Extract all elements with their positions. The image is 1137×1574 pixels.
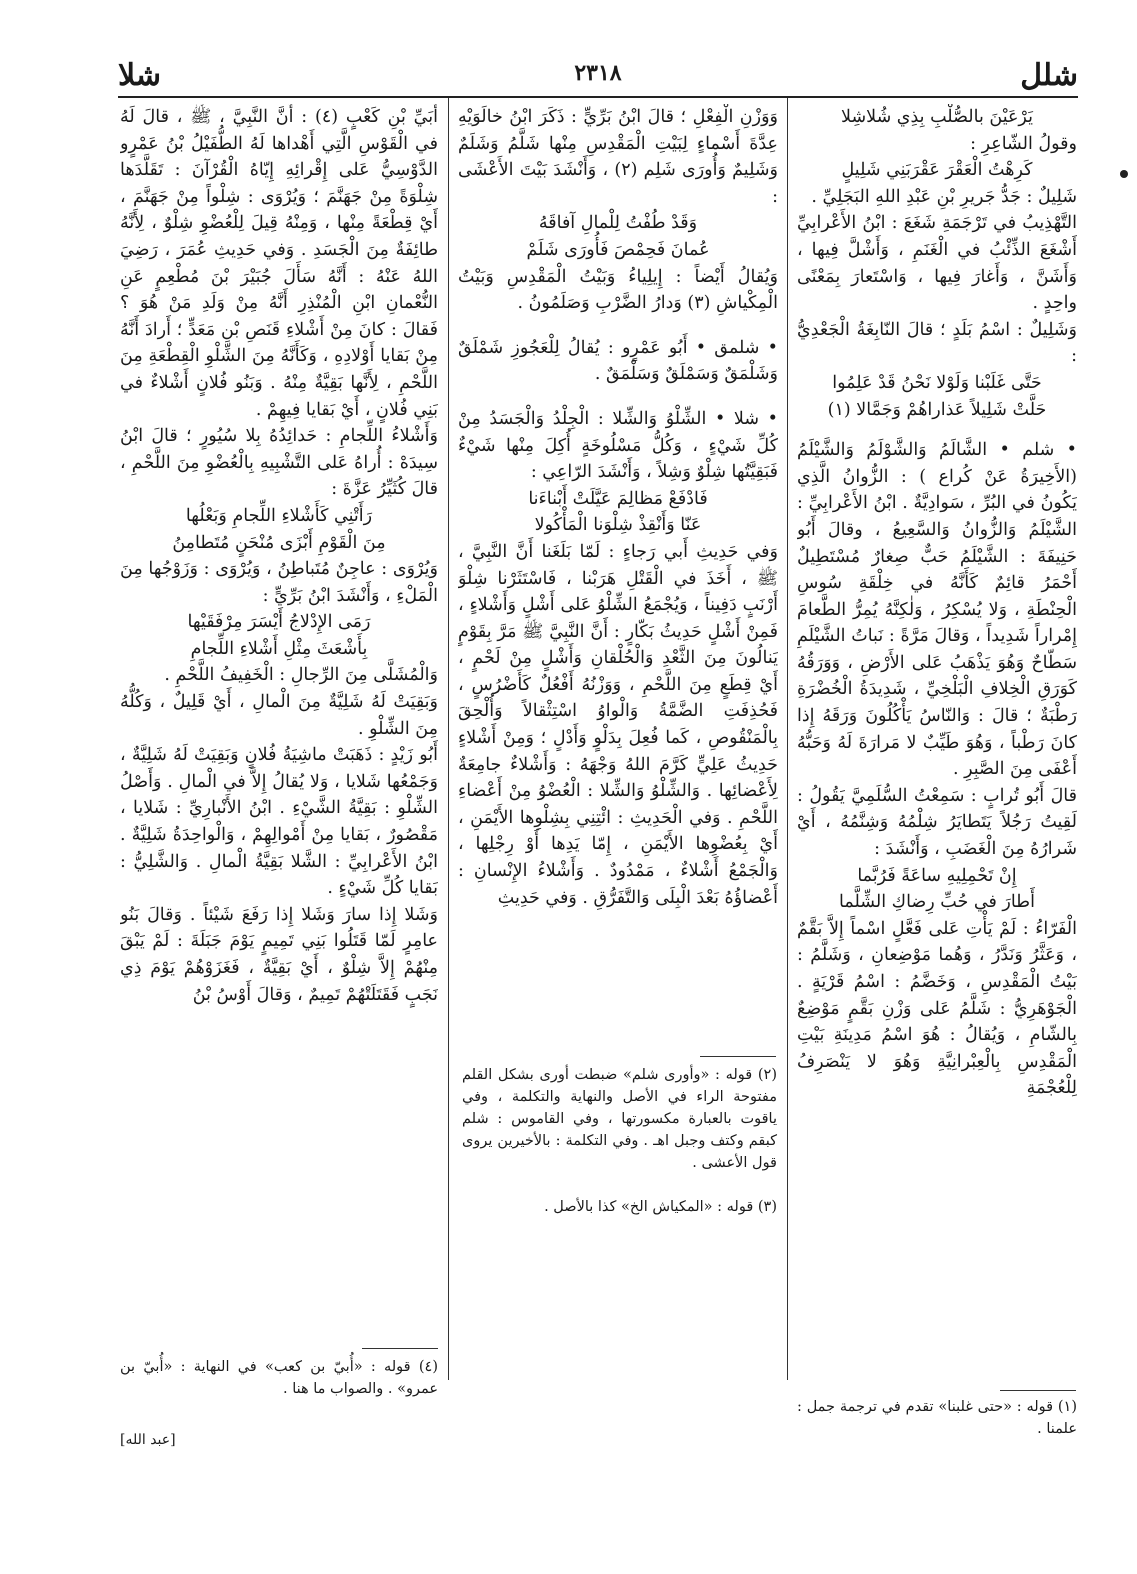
column-divider-left	[448, 98, 449, 1380]
paragraph: وَأَشْلاءُ اللِّجامِ : حَدائِدُهُ بِلا سُيُورٍ ؛ قالَ ابْنُ سِيدَهْ : أُراهُ عَلى التَّشْبِيهِ بِالْعُضْوِ مِنَ اللَّحْمِ ، قالَ كُثَيِّرُ عَزَّةَ :	[120, 426, 438, 500]
paragraph: وَيُرْوَى : عاجِنٌ مُتَباطِنُ ، وَيُرْوَى : وَزَوْجُها مِنَ الْمَلْءِ ، وَأَنْشَدَ ابْنُ بَرِّيٍّ :	[120, 559, 438, 606]
margin-mark	[1120, 170, 1128, 178]
paragraph: التَّهْذِيبُ في تَرْجَمَةِ شَغَعَ : ابْنُ الأَعْرابِيِّ أَشْغَعَ الذِّئْبُ في الْغَنَمِ ، وَأَشْلَّ فِيها ، وَأَشَنَّ ، وَأَغارَ فِيها ، وَاسْتَعارَ بِمَعْنًى واحِدٍ .	[797, 213, 1077, 314]
column-left	[120, 104, 438, 1334]
paragraph: شَلِيلٌ : جَدُّ جَريرِ بْنِ عَبْدِ اللهِ البَجَلِيِّ .	[811, 186, 1077, 207]
verse-line: رَمَى الإِدْلاجُ أَيْسَرَ مِرْفَقَيْها	[187, 612, 371, 633]
paragraph: وَوَزْنِ الْفِعْلِ ؛ قالَ ابْنُ بَرِّيٍّ : ذَكَرَ ابْنُ خالَوَيْهِ عِدَّةَ أَسْماءٍ لِبَيْتِ الْمَقْدِسِ مِنْها شَلَّمُ وَشَلَمٌ وَشَلِيمٌ وَأُورَى شَلِم (٢) ، وَأَنْشَدَ بَيْتَ الأَعْشَى :	[458, 107, 778, 207]
column-divider-right	[787, 98, 788, 1380]
paragraph: وَشَلا إِذا سارَ وَشَلا إِذا رَفَعَ شَيْئاً . وَقالَ بَنُو عامِرٍ لَمّا قَتَلُوا بَنِي تَمِيمٍ يَوْمَ جَبَلَةَ : لَمْ يَبْقَ مِنْهُمْ إِلاَّ شِلْوٌ ، أَيْ بَقِيَّةٌ ، فَغَزَوْهُمْ يَوْمَ ذِي نَجَبٍ فَقَتَلَتْهُمْ تَمِيمٌ ، وَقالَ أَوْسُ بْنُ	[120, 904, 438, 1005]
verse-line: إِنْ تَحْمِلِيهِ ساعَةً فَرُبَّما	[857, 865, 1017, 886]
verse-line: عَنّا وَأَنْقِذْ شِلْوَنا الْمَأْكُولا	[534, 515, 702, 536]
verse-line: أَطارَ في حُبِّ رِضاكِ الشِّلَّما	[839, 892, 1035, 913]
footnote-middle-3: (٣) قوله : «المكياش الخ» كذا بالأصل .	[544, 1199, 777, 1215]
paragraph: أَبُو زَيْدٍ : ذَهَبَتْ ماشِيَةُ فُلانٍ وَبَقِيَتْ لَهُ شَلِيَّةٌ ، وَجَمْعُها شَلايا ، وَلا يُقالُ إِلاَّ في الْمالِ . وَأَصْلُ الشِّلْوِ : بَقِيَّةُ الشَّيْءِ . ابْنُ الأَنْبارِيِّ : شَلايا ، مَقْصُورٌ ، بَقايا مِنْ أَمْوالِهِمْ ، وَالْواحِدَةُ شَلِيَّةٌ . ابْنُ الأَعْرابِيِّ : الشَّلا بَقِيَّةُ الْمالِ . وَالشَّلِيُّ : بَقايا كُلِّ شَيْءٍ .	[120, 745, 438, 899]
paragraph: وقولُ الشّاعِرِ :	[970, 133, 1077, 154]
verse-line: مِنَ الْقَوْمِ أَبْزَى مُنْحَنٍ مُتَطامِنُ	[172, 532, 386, 553]
entry-shalmaq: • شلمق • أَبُو عَمْرٍو : يُقالُ لِلْعَجُوزِ شَمْلَقٌ وَشَلْمَقٌ وَسَمْلَقٌ وَسَلْمَقٌ .	[458, 337, 778, 385]
header-rule	[118, 96, 1078, 98]
column-right	[797, 104, 1077, 1386]
paragraph: وَالْمُشَلَّى مِنَ الرِّجالِ : الْخَفِيفُ اللَّحْمِ .	[164, 665, 438, 686]
verse-line: حَلَّتْ شَلِيلاً عَذاراهُمْ وَجَمَّالا (١)	[827, 399, 1047, 420]
paragraph: وَيُقالُ أَيْضاً : إِيلِياءُ وَبَيْتُ الْمَقْدِسِ وَبَيْتُ الْمِكْياشِ (٣) وَدارُ الضَّرْبِ وَصَلَمُونُ .	[458, 266, 778, 314]
footnote-right: (١) قوله : «حتى غلبنا» تقدم في ترجمة جمل : علمنا .	[797, 1399, 1077, 1437]
footnote-rule-right	[1000, 1390, 1076, 1391]
header-right-keyword: شلل	[1020, 58, 1078, 93]
footnote-rule-left	[362, 1348, 438, 1349]
footnote-middle-2: (٢) قوله : «وأورى شلم» ضبطت أورى بشكل القلم مفتوحة الراء في الأصل والنهاية والتكلمة ، وفي ياقوت بالعبارة مكسورتها ، وفي القاموس : شلم كبقم وكتف وجبل اهـ . وفي التكلمة : بالأخيرين يروى قول الأعشى .	[462, 1067, 777, 1171]
entry-shalam: • شلم • الشَّالَمُ وَالشَّوْلَمُ وَالشَّيْلَمُ (الأَخِيرَةُ عَنْ كُراع ) : الزُّوانُ الَّذِي يَكُونُ في البُرِّ ، سَوادِيَّةٌ . ابْنُ الأَعْرابِيِّ : الشَّيْلَمُ وَالزُّوانُ وَالسَّعِيعُ ، وقالَ أَبُو حَنِيفَةَ : الشَّيْلَمُ حَبٌّ صِغارٌ مُسْتَطِيلٌ أَحْمَرُ قائِمٌ كَأَنَّهُ في خِلْقَةِ سُوسِ الْحِنْطَةِ ، وَلا يُسْكِرُ ، وَلٰكِنَّهُ يُمِرُّ الطَّعامَ إِمْراراً شَدِيداً ، وَقالَ مَرَّةً : نَباتُ الشَّيْلَمِ سَطّاحٌ وَهُوَ يَذْهَبُ عَلى الأَرْضِ ، وَوَرَقُهُ كَوَرَقِ الْخِلافِ الْبَلْخِيِّ ، شَدِيدَةُ الْخُضْرَةِ رَطْبَةٌ ؛ قالَ : وَالنّاسُ يَأْكُلُونَ وَرَقَهُ إِذا كانَ رَطْباً ، وَهُوَ طَيِّبٌ لا مَرارَةَ لَهُ وَحَبُّهُ أَعْفَى مِنَ الصَّبِرِ .	[797, 440, 1077, 780]
footnote-left-4: (٤) قوله : «أُبيّ بن كعب» في النهاية : «أُبيّ بن عمرو» . والصواب ما هنا .	[120, 1359, 438, 1397]
page-number: ٢٣١٨	[574, 60, 622, 86]
paragraph: قالَ أَبُو تُرابٍ : سَمِعْتُ السُّلَمِيَّ يَقُولُ : لَقِيتُ رَجُلاً يَتَطايَرُ شِلْمُهُ وَشِنَّمُهُ ، أَيْ شَرارُهُ مِنَ الْغَضَبِ ، وَأَنْشَدَ :	[797, 785, 1077, 860]
paragraph: الْفَرّاءُ : لَمْ يَأْتِ عَلى فَعَّلٍ اسْماً إِلاَّ بَقَّمٌ ، وَعَثَّرُ وَنَدَّرُ ، وَهُما مَوْضِعانِ ، وَشَلَّمُ : بَيْتُ الْمَقْدِسِ ، وَخَضَّمُ : اسْمُ قَرْيَةٍ . الْجَوْهَرِيُّ : شَلَّمُ عَلى وَزْنِ بَقَّمٍ مَوْضِعٌ بِالشّامِ ، وَيُقالُ : هُوَ اسْمُ مَدِينَةِ بَيْتِ الْمَقْدِسِ بِالْعِبْرانِيَّةِ وَهُوَ لا يَنْصَرِفُ لِلْعُجْمَةِ	[797, 918, 1077, 1099]
paragraph: وَبَقِيَتْ لَهُ شَلِيَّةٌ مِنَ الْمالِ ، أَيْ قَلِيلٌ ، وَكُلُّهُ مِنَ الشِّلْوِ .	[120, 692, 438, 739]
paragraph: أُبَيِّ بْنِ كَعْبٍ (٤) : أَنَّ النَّبِيَّ ، ﷺ ، قالَ لَهُ في الْقَوْسِ الَّتِي أَهْداها لَهُ الطُّفَيْلُ بْنُ عَمْرٍو الدَّوْسِيُّ عَلى إِقْرائِهِ إِيّاهُ الْقُرْآنَ : تَقَلَّدَها شِلْوَةً مِنْ جَهَنَّمَ ؛ وَيُرْوَى : شِلْواً مِنْ جَهَنَّمَ ، أَيْ قِطْعَةً مِنْها ، وَمِنْهُ قِيلَ لِلْعُضْوِ شِلْوٌ ، لِأَنَّهُ طائِفَةٌ مِنَ الْجَسَدِ . وَفي حَدِيثِ عُمَرَ ، رَضِيَ اللهُ عَنْهُ : أَنَّهُ سَأَلَ جُبَيْرَ بْنَ مُطْعِمٍ عَنِ النُّعْمانِ ابْنِ الْمُنْذِرِ أَنَّهُ مِنْ وَلَدِ مَنْ هُوَ ؟ فَقالَ : كانَ مِنْ أَشْلاءِ قَنَصِ بْنِ مَعَدٍّ ؛ أَرادَ أَنَّهُ مِنْ بَقايا أَوْلادِهِ ، وَكَأَنَّهُ مِنَ الشِّلْوِ الْقِطْعَةِ مِنَ اللَّحْمِ ، لِأَنَّها بَقِيَّةٌ مِنْهُ . وَبَنُو فُلانٍ أَشْلاءٌ في بَنِي فُلانٍ ، أَيْ بَقايا فِيهِمْ .	[120, 107, 438, 420]
verse-line: عُمانَ فَحِمْصَ فَأُورَى شَلَمْ	[526, 239, 710, 260]
verse-line: رَأَتْنِي كَأَشْلاءِ اللِّجامِ وَبَعْلُها	[185, 505, 373, 526]
footnote-rule-middle	[700, 1056, 776, 1057]
page-header	[118, 58, 1078, 98]
verse-line: وَقَدْ طُفْتُ لِلْمالِ آفاقَهُ	[538, 213, 698, 234]
paragraph: وَشَلِيلٌ : اسْمُ بَلَدٍ ؛ قالَ النّابِغَةُ الْجَعْدِيُّ :	[797, 319, 1077, 367]
column-middle	[458, 104, 778, 1050]
verse-line: فَادْفَعْ مَظالِمَ عَيَّلَتْ أَبْناءَنا	[528, 488, 708, 509]
verse-line: حَتَّى غَلَبْنا وَلَوْلا نَحْنُ قَدْ عَلِمُوا	[832, 372, 1042, 393]
editor-signature: [عبد الله]	[120, 1432, 176, 1448]
paragraph: وَفي حَدِيثِ أَبي رَجاءٍ : لَمّا بَلَغَنا أَنَّ النَّبِيَّ ، ﷺ ، أَخَذَ في الْقَتْلِ هَرَبْنا ، فَاسْتَثَرْنا شِلْوَ أَرْنَبٍ دَفِيناً ، وَيُجْمَعُ الشِّلْوُ عَلى أَشْلٍ وَأَشْلاءٍ ، فَمِنْ أَشْلٍ حَدِيثُ بَكّارٍ : أَنَّ النَّبِيَّ ﷺ مَرَّ بِقَوْمٍ يَنالُونَ مِنَ الثَّعْدِ وَالْحُلْقانِ وَأَشْلٍ مِنْ لَحْمٍ ، أَيْ قِطَعٍ مِنَ اللَّحْمِ ، وَوَزْنُهُ أَفْعُلٌ كَأَضْرُسٍ ، فَحُذِفَتِ الضَّمَّةُ وَالْواوُ اسْتِثْقالاً وَأُلْحِقَ بِالْمَنْقُوصِ ، كَما فُعِلَ بِدَلْوٍ وَأَدْلٍ ؛ وَمِنْ أَشْلاءٍ حَدِيثُ عَلِيٍّ كَرَّمَ اللهُ وَجْهَهُ : وَأَشْلاءٌ جامِعَةٌ لِأَعْضائِها . وَالشِّلْوُ وَالشِّلا : الْعُضْوُ مِنْ أَعْضاءِ اللَّحْمِ . وَفي الْحَدِيثِ : ائْتِنِي بِشِلْوِها الأَيْمَنِ ، أَيْ بِعُضْوِها الأَيْمَنِ ، إِمّا يَدِها أَوْ رِجْلِها ، وَالْجَمْعُ أَشْلاءٌ ، مَمْدُودٌ . وَأَشْلاءُ الإِنْسانِ : أَعْضاؤُهُ بَعْدَ الْبِلَى وَالتَّفَرُّقِ . وَفي حَدِيثِ	[458, 541, 778, 908]
verse-line: يَرْعَيْنَ بالصُّلْبِ بِذِي شُلاشِلا	[841, 107, 1033, 127]
entry-shala: • شلا • الشِّلْوُ وَالشِّلا : الْجِلْدُ وَالْجَسَدُ مِنْ كُلِّ شَيْءٍ ، وَكُلُّ مَسْلُوخَةٍ أُكِلَ مِنْها شَيْءٌ فَبَقِيَّتُها شِلْوٌ وَشِلاً ، وَأَنْشَدَ الرّاعِي :	[458, 408, 778, 483]
verse-line: بِأَشْعَثَ مِثْلِ أَشْلاءِ اللِّجامِ	[190, 638, 368, 659]
header-left-keyword: شلا	[118, 58, 162, 93]
verse-line: كَرِهْتُ الْعَقْرَ عَقْرَبَنِي شَلِيلٍ	[841, 160, 1033, 181]
